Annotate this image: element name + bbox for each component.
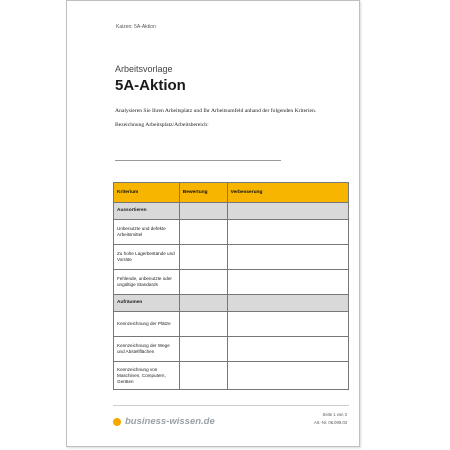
section-improvement-cell — [227, 203, 348, 220]
document-title: 5A-Aktion — [115, 77, 186, 94]
section-title: Aufräumen — [114, 295, 180, 312]
table-header-row — [114, 183, 349, 203]
improvement-cell[interactable] — [227, 220, 348, 245]
criteria-table — [113, 182, 349, 390]
business-wissen-logo — [113, 416, 215, 427]
section-row — [114, 295, 349, 312]
criterion-cell: Fehlende, unbenutzte oder ungültige Standards — [114, 270, 180, 295]
section-rating-cell — [179, 203, 227, 220]
document-page — [66, 0, 360, 447]
article-number: Art.-Nr. 06.099.03 — [313, 420, 347, 425]
section-improvement-cell — [227, 295, 348, 312]
criterion-cell: Unbenutzte und defekte Arbeitsmittel — [114, 220, 180, 245]
table-row — [114, 337, 349, 362]
improvement-cell[interactable] — [227, 270, 348, 295]
rating-cell[interactable] — [179, 220, 227, 245]
section-row — [114, 203, 349, 220]
criterion-cell: Kennzeichnung der Plätze — [114, 312, 180, 337]
logo-dot-icon — [113, 418, 121, 426]
column-header-rating: Bewertung — [179, 183, 227, 203]
rating-cell[interactable] — [179, 337, 227, 362]
rating-cell[interactable] — [179, 312, 227, 337]
section-rating-cell — [179, 295, 227, 312]
improvement-cell[interactable] — [227, 362, 348, 390]
workplace-label: Bezeichnung Arbeitsplatz/Arbeitsbereich: — [115, 122, 209, 128]
footer-divider — [113, 405, 349, 406]
workplace-entry-line[interactable] — [115, 160, 281, 161]
intro-paragraph: Analysieren Sie Ihren Arbeitsplatz und Ihr Arbeitsumfeld anhand der folgenden Kriterien. — [115, 108, 317, 114]
table-row — [114, 220, 349, 245]
table-row — [114, 362, 349, 390]
page-info — [314, 411, 347, 427]
section-title: Aussortieren — [114, 203, 180, 220]
table-row — [114, 245, 349, 270]
column-header-improvement: Verbesserung — [227, 183, 348, 203]
criterion-cell: Zu hohe Lagerbestände und Vorräte — [114, 245, 180, 270]
page-number: Seite 1 von 3 — [322, 412, 347, 417]
header-note: Kaizen: 5A-Aktion — [116, 24, 156, 30]
rating-cell[interactable] — [179, 362, 227, 390]
table-row — [114, 312, 349, 337]
document-label: Arbeitsvorlage — [115, 64, 173, 74]
intro-text — [115, 107, 325, 130]
table-row — [114, 270, 349, 295]
rating-cell[interactable] — [179, 245, 227, 270]
criterion-cell: Kennzeichnung der Wege und Abstellflächen — [114, 337, 180, 362]
column-header-criterion: Kriterium — [114, 183, 180, 203]
improvement-cell[interactable] — [227, 337, 348, 362]
improvement-cell[interactable] — [227, 245, 348, 270]
logo-text: business-wissen.de — [125, 416, 215, 427]
improvement-cell[interactable] — [227, 312, 348, 337]
rating-cell[interactable] — [179, 270, 227, 295]
criterion-cell: Kennzeichnung von Maschinen, Computern, Geräten — [114, 362, 180, 390]
